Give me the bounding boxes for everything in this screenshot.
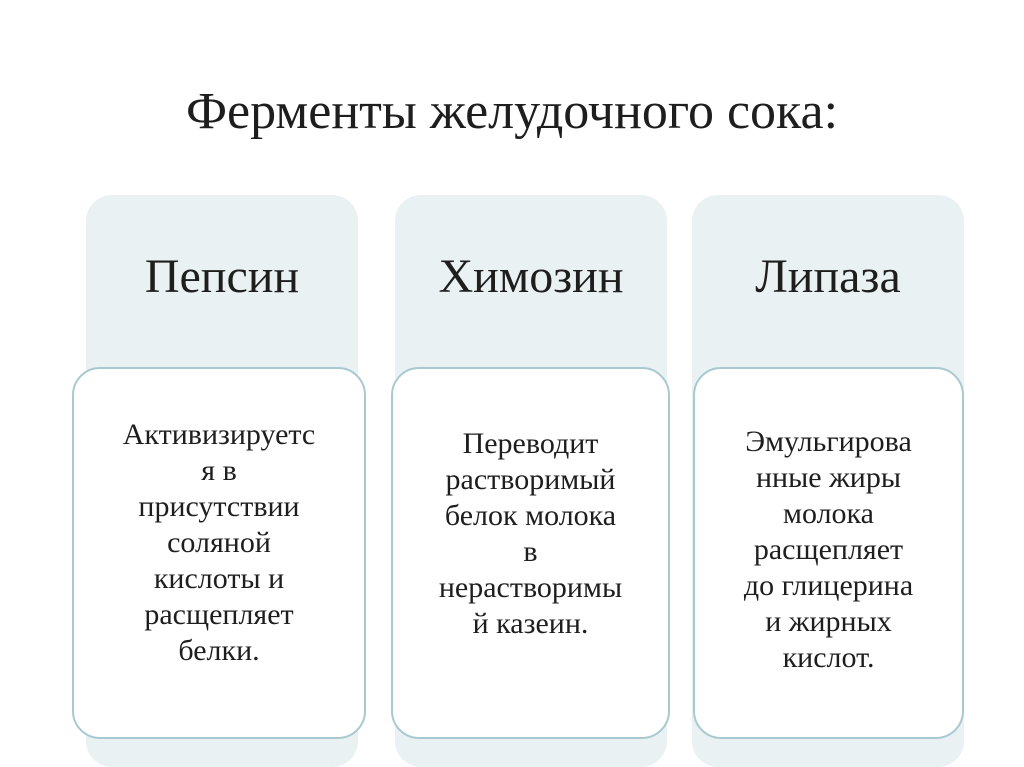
description-box-chymosin [391,367,670,739]
description-box-pepsin [72,367,366,739]
description-text-chymosin: Переводит растворимый белок молока в нерастворимы й казеин. [438,427,623,640]
page-title: Ферменты желудочного сока: [185,83,839,140]
description-text-lipase: Эмульгирова нные жиры молока расщепляет до глицерина и жирных кислот. [743,425,914,674]
enzyme-name-lipase: Липаза [755,250,901,303]
description-box-lipase [693,367,964,739]
enzyme-name-chymosin: Химозин [438,250,624,303]
enzyme-name-pepsin: Пепсин [144,250,300,303]
description-text-pepsin: Активизируетс я в присутствии соляной кислоты и расщепляет белки. [122,418,316,667]
